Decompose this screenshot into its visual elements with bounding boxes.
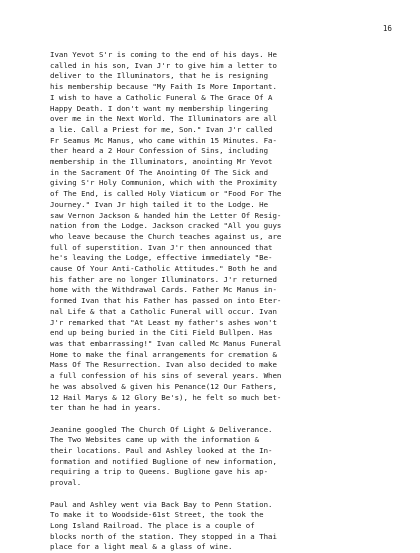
text-line: in the Sacrament Of The Anointing Of The Sick and: [50, 168, 390, 179]
text-line: full of superstition. Ivan J'r then announced that: [50, 243, 390, 254]
text-line: end up being buried in the Citi Field Bullpen. Has: [50, 328, 390, 339]
paragraph-gap: [50, 489, 390, 500]
text-line: proval.: [50, 478, 390, 489]
text-line: who leave because the Church teaches against us, are: [50, 232, 390, 243]
text-line: ther heard a 2 Hour Confession of Sins, including: [50, 146, 390, 157]
text-line: his father are no longer Illuminators. J'r returned: [50, 275, 390, 286]
text-line: formation and notified Buglione of new information,: [50, 457, 390, 468]
text-line: membership in the Illuminators, anointing Mr Yevot: [50, 157, 390, 168]
text-line: deliver to the Illuminators, that he is resigning: [50, 71, 390, 82]
text-line: Ivan Yevot S'r is coming to the end of his days. He: [50, 50, 390, 61]
text-line: 12 Hail Marys & 12 Glory Be's), he felt so much bet-: [50, 393, 390, 404]
paragraph: [50, 50, 390, 414]
text-line: home with the Withdrawal Cards. Father Mc Manus in-: [50, 285, 390, 296]
text-line: requiring a trip to Queens. Buglione gave his ap-: [50, 467, 390, 478]
text-line: nation from the Lodge. Jackson cracked "All you guys: [50, 221, 390, 232]
text-line: of The End, is called Holy Viaticum or "Food For The: [50, 189, 390, 200]
document-body: [50, 50, 390, 553]
text-line: Home to make the final arrangements for cremation &: [50, 350, 390, 361]
text-line: To make it to Woodside-61st Street, the took the: [50, 510, 390, 521]
text-line: a lie. Call a Priest for me, Son." Ivan J'r called: [50, 125, 390, 136]
text-line: he was absolved & given his Penance(12 Our Fathers,: [50, 382, 390, 393]
text-line: I wish to have a Catholic Funeral & The Grace Of A: [50, 93, 390, 104]
text-line: Journey." Ivan Jr high tailed it to the Lodge. He: [50, 200, 390, 211]
text-line: cause Of Your Anti-Catholic Attitudes." Both he and: [50, 264, 390, 275]
text-line: his membership because "My Faith Is More Important.: [50, 82, 390, 93]
paragraph: [50, 425, 390, 489]
page-number: 16: [383, 24, 392, 34]
text-line: The Two Websites came up with the information &: [50, 435, 390, 446]
text-line: nal Life & that a Catholic Funeral will occur. Ivan: [50, 307, 390, 318]
text-line: Jeanine googled The Church Of Light & Deliverance.: [50, 425, 390, 436]
text-line: Mass Of The Resurrection. Ivan also decided to make: [50, 360, 390, 371]
text-line: Long Island Railroad. The place is a couple of: [50, 521, 390, 532]
text-line: was that embarrassing!" Ivan called Mc Manus Funeral: [50, 339, 390, 350]
text-line: Fr Seamus Mc Manus, who came within 15 Minutes. Fa-: [50, 136, 390, 147]
text-line: giving S'r Holy Communion, which with the Proximity: [50, 178, 390, 189]
text-line: over me in the Next World. The Illuminators are all: [50, 114, 390, 125]
text-line: Paul and Ashley went via Back Bay to Penn Station.: [50, 500, 390, 511]
paragraph-gap: [50, 414, 390, 425]
text-line: he's leaving the Lodge, effective immediately "Be-: [50, 253, 390, 264]
text-line: J'r remarked that "At Least my father's ashes won't: [50, 318, 390, 329]
text-line: saw Vernon Jackson & handed him the Letter Of Resig-: [50, 211, 390, 222]
text-line: Happy Death. I don't want my membership lingering: [50, 104, 390, 115]
paragraph: [50, 500, 390, 553]
text-line: blocks north of the station. They stopped in a Thai: [50, 532, 390, 543]
text-line: their locations. Paul and Ashley looked at the In-: [50, 446, 390, 457]
text-line: formed Ivan that his Father has passed on into Eter-: [50, 296, 390, 307]
text-line: place for a light meal & a glass of wine.: [50, 542, 390, 553]
text-line: ter than he had in years.: [50, 403, 390, 414]
text-line: called in his son, Ivan J'r to give him a letter to: [50, 61, 390, 72]
text-line: a full confession of his sins of several years. When: [50, 371, 390, 382]
